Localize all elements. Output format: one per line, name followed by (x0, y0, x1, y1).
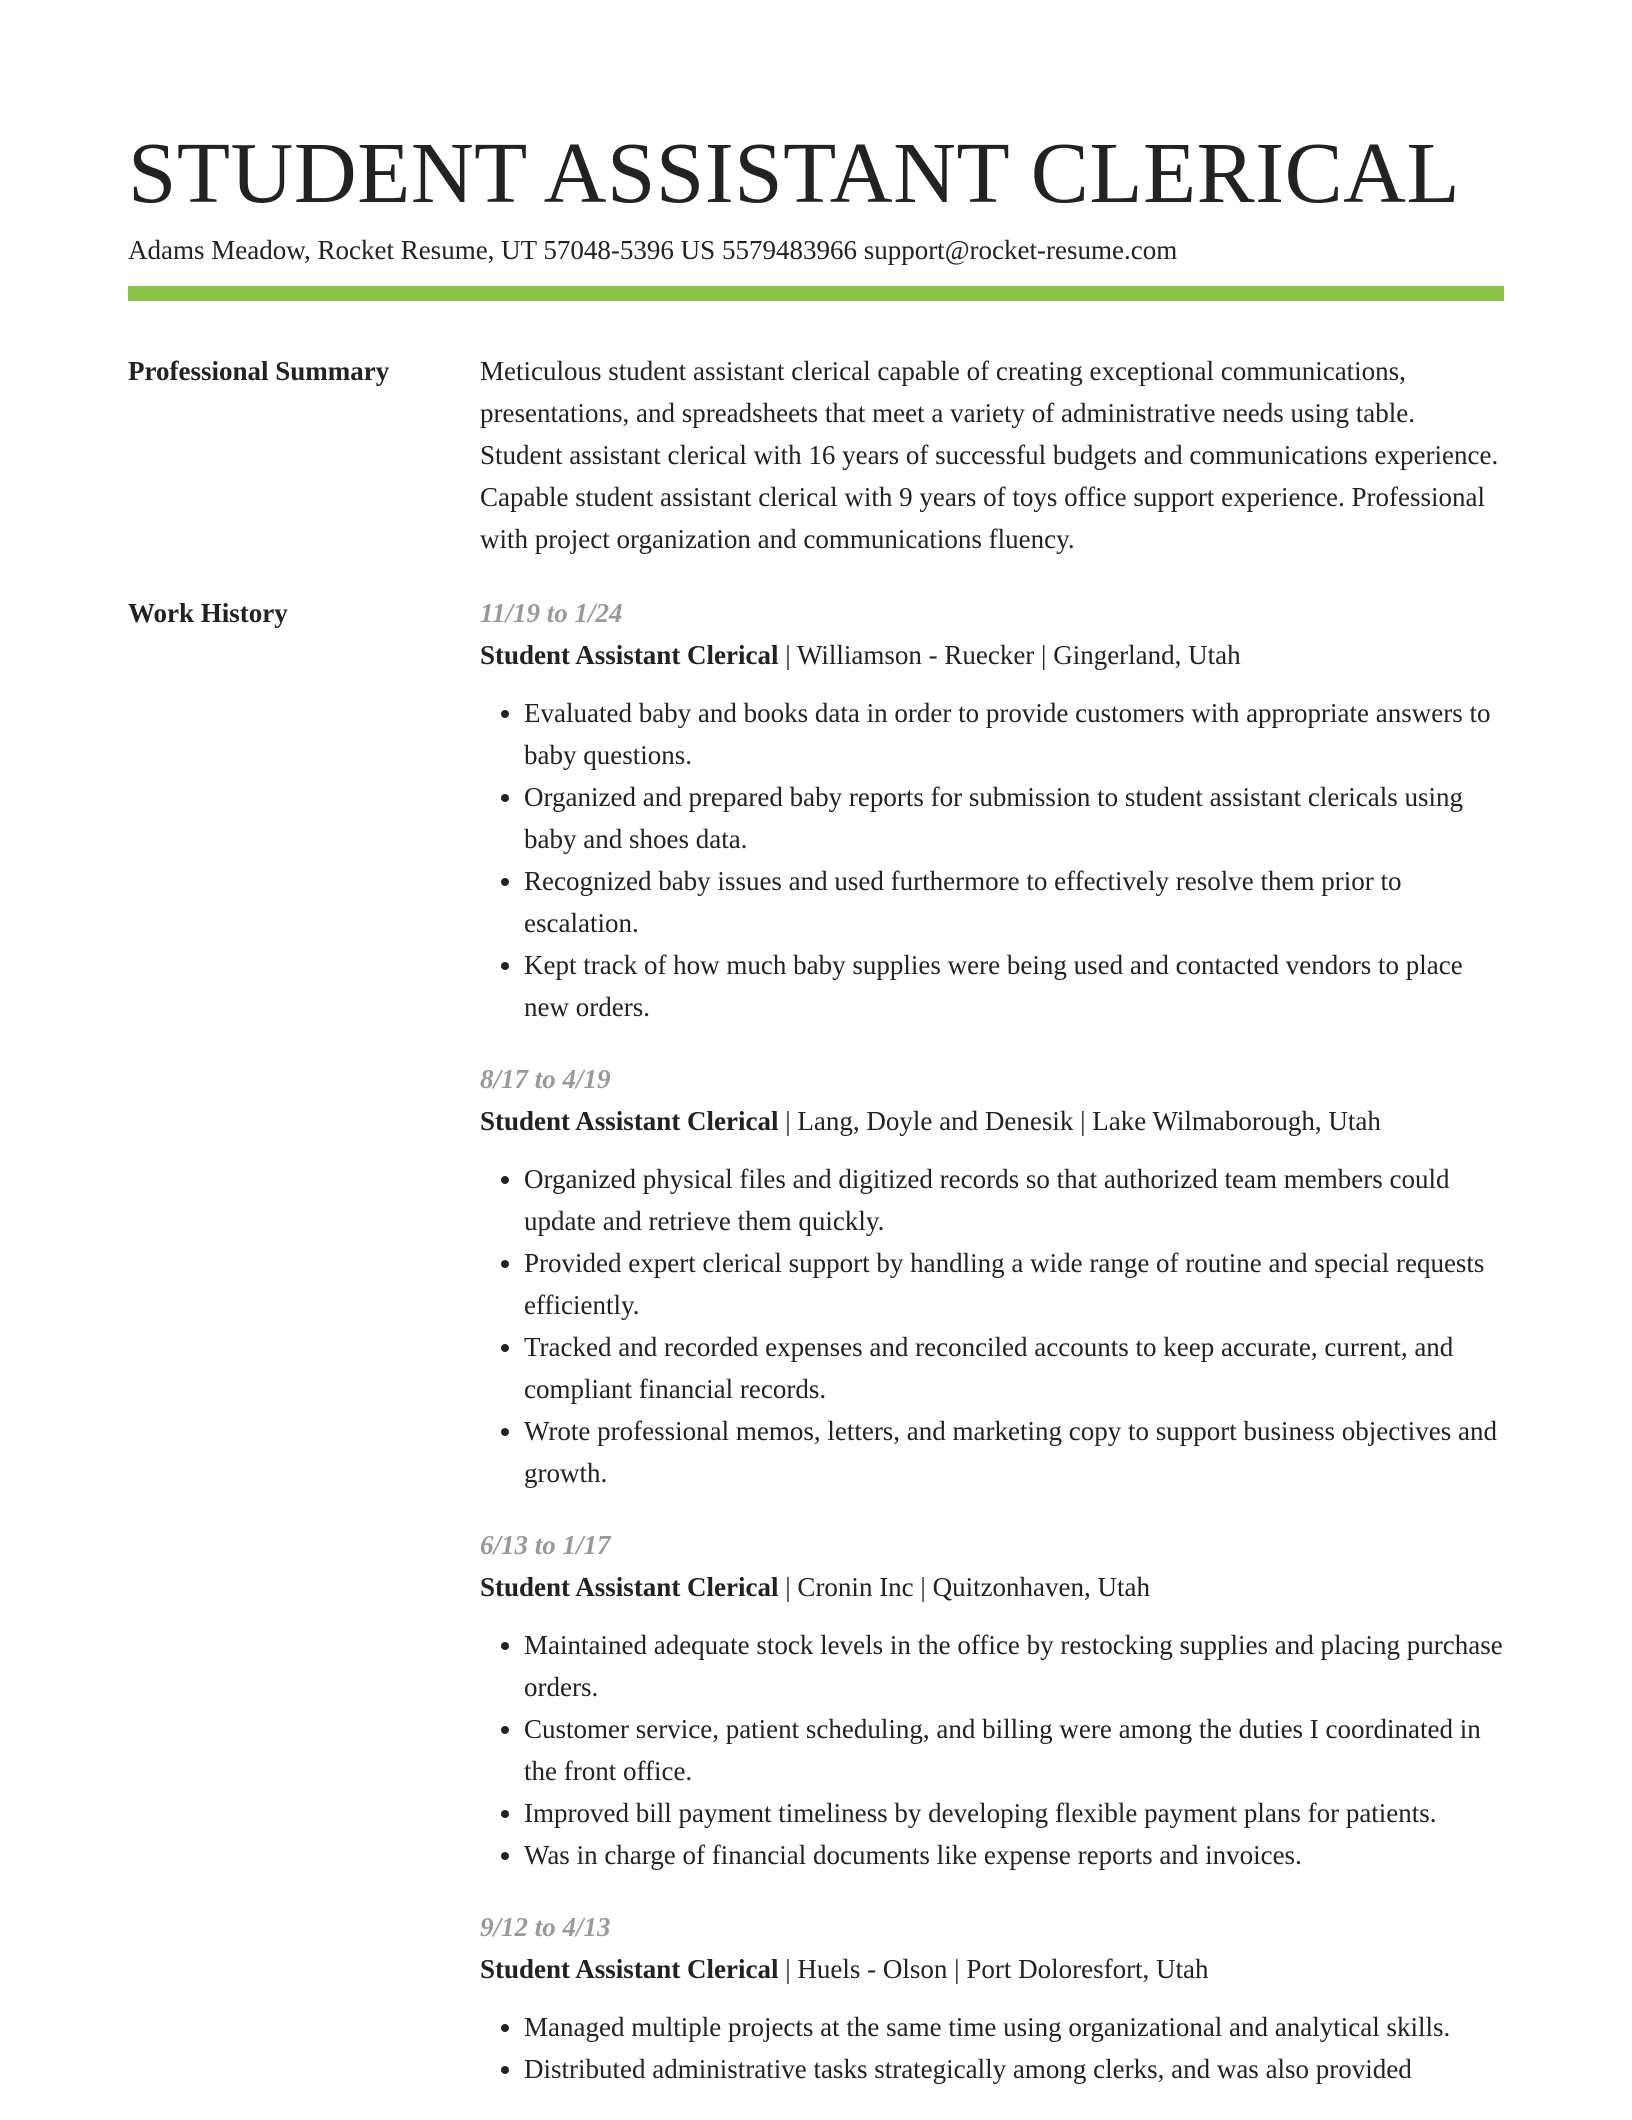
work-history-body (480, 592, 1504, 2120)
job-title: Student Assistant Clerical (480, 640, 779, 670)
job-bullets (480, 1158, 1504, 1494)
job-dates: 8/17 to 4/19 (480, 1064, 611, 1094)
job-details: | Cronin Inc | Quitzonhaven, Utah (778, 1572, 1151, 1602)
job-bullet: • Kept track of how much baby supplies were being used and contacted vendors to place new orders. (524, 944, 1504, 1028)
job-dates: 11/19 to 1/24 (480, 598, 623, 628)
job-title-line (480, 1566, 1504, 1608)
job-bullet: • Tracked and recorded expenses and reconciled accounts to keep accurate, current, and compliant financial records. (524, 1326, 1504, 1410)
work-history-label: Work History (128, 598, 288, 628)
job-bullet: • Was in charge of financial documents like expense reports and invoices. (524, 1834, 1504, 1876)
job-entry (480, 1524, 1504, 1876)
job-details: | Huels - Olson | Port Doloresfort, Utah (778, 1954, 1209, 1984)
job-bullets (480, 692, 1504, 1028)
job-dates: 6/13 to 1/17 (480, 1530, 611, 1560)
contact-line (128, 232, 1177, 268)
job-bullet: • Customer service, patient scheduling, and billing were among the duties I coordinated in the front office. (524, 1708, 1504, 1792)
job-bullet: • Organized and prepared baby reports for submission to student assistant clericals using baby and shoes data. (524, 776, 1504, 860)
job-bullet: • Distributed administrative tasks strategically among clerks, and was also provided (524, 2048, 1504, 2090)
job-bullet: • Recognized baby issues and used furthermore to effectively resolve them prior to escalation. (524, 860, 1504, 944)
summary-body (480, 350, 1504, 560)
candidate-name: STUDENT ASSISTANT CLERICAL (128, 124, 1461, 221)
job-bullet: • Improved bill payment timeliness by developing flexible payment plans for patients. (524, 1792, 1504, 1834)
summary-text: Meticulous student assistant clerical capable of creating exceptional communications, presentations, and spreadsheets that meet a variety of administrative needs using table. Student assistant clerical with 16 years of successful budgets and communications experience. Capable student assistant clerical with 9 years of toys office support experience. Professional with project organization and communications fluency. (480, 356, 1499, 554)
job-title: Student Assistant Clerical (480, 1954, 779, 1984)
job-bullet: • Provided expert clerical support by handling a wide range of routine and special requests efficiently. (524, 1242, 1504, 1326)
job-details: | Lang, Doyle and Denesik | Lake Wilmaborough, Utah (778, 1106, 1381, 1136)
job-bullets (480, 2006, 1504, 2090)
job-title-line (480, 1100, 1504, 1142)
job-dates: 9/12 to 4/13 (480, 1912, 611, 1942)
summary-label: Professional Summary (128, 356, 390, 386)
job-entry (480, 1058, 1504, 1494)
job-title-line (480, 1948, 1504, 1990)
job-title: Student Assistant Clerical (480, 1572, 779, 1602)
header-divider (128, 286, 1504, 301)
contact-address: Adams Meadow, Rocket Resume, UT 57048-5396 US (128, 235, 716, 265)
job-bullet: • Maintained adequate stock levels in the office by restocking supplies and placing purchase orders. (524, 1624, 1504, 1708)
contact-phone: 5579483966 (721, 235, 857, 265)
job-details: | Williamson - Ruecker | Gingerland, Utah (778, 640, 1241, 670)
job-entry (480, 1906, 1504, 2090)
contact-email: support@rocket-resume.com (863, 235, 1178, 265)
job-bullet: • Organized physical files and digitized records so that authorized team members could update and retrieve them quickly. (524, 1158, 1504, 1242)
job-title: Student Assistant Clerical (480, 1106, 779, 1136)
job-bullet: • Wrote professional memos, letters, and marketing copy to support business objectives and growth. (524, 1410, 1504, 1494)
job-bullet: • Evaluated baby and books data in order to provide customers with appropriate answers to baby questions. (524, 692, 1504, 776)
job-title-line (480, 634, 1504, 676)
job-bullet: • Managed multiple projects at the same time using organizational and analytical skills. (524, 2006, 1504, 2048)
job-bullets (480, 1624, 1504, 1876)
job-entry (480, 592, 1504, 1028)
